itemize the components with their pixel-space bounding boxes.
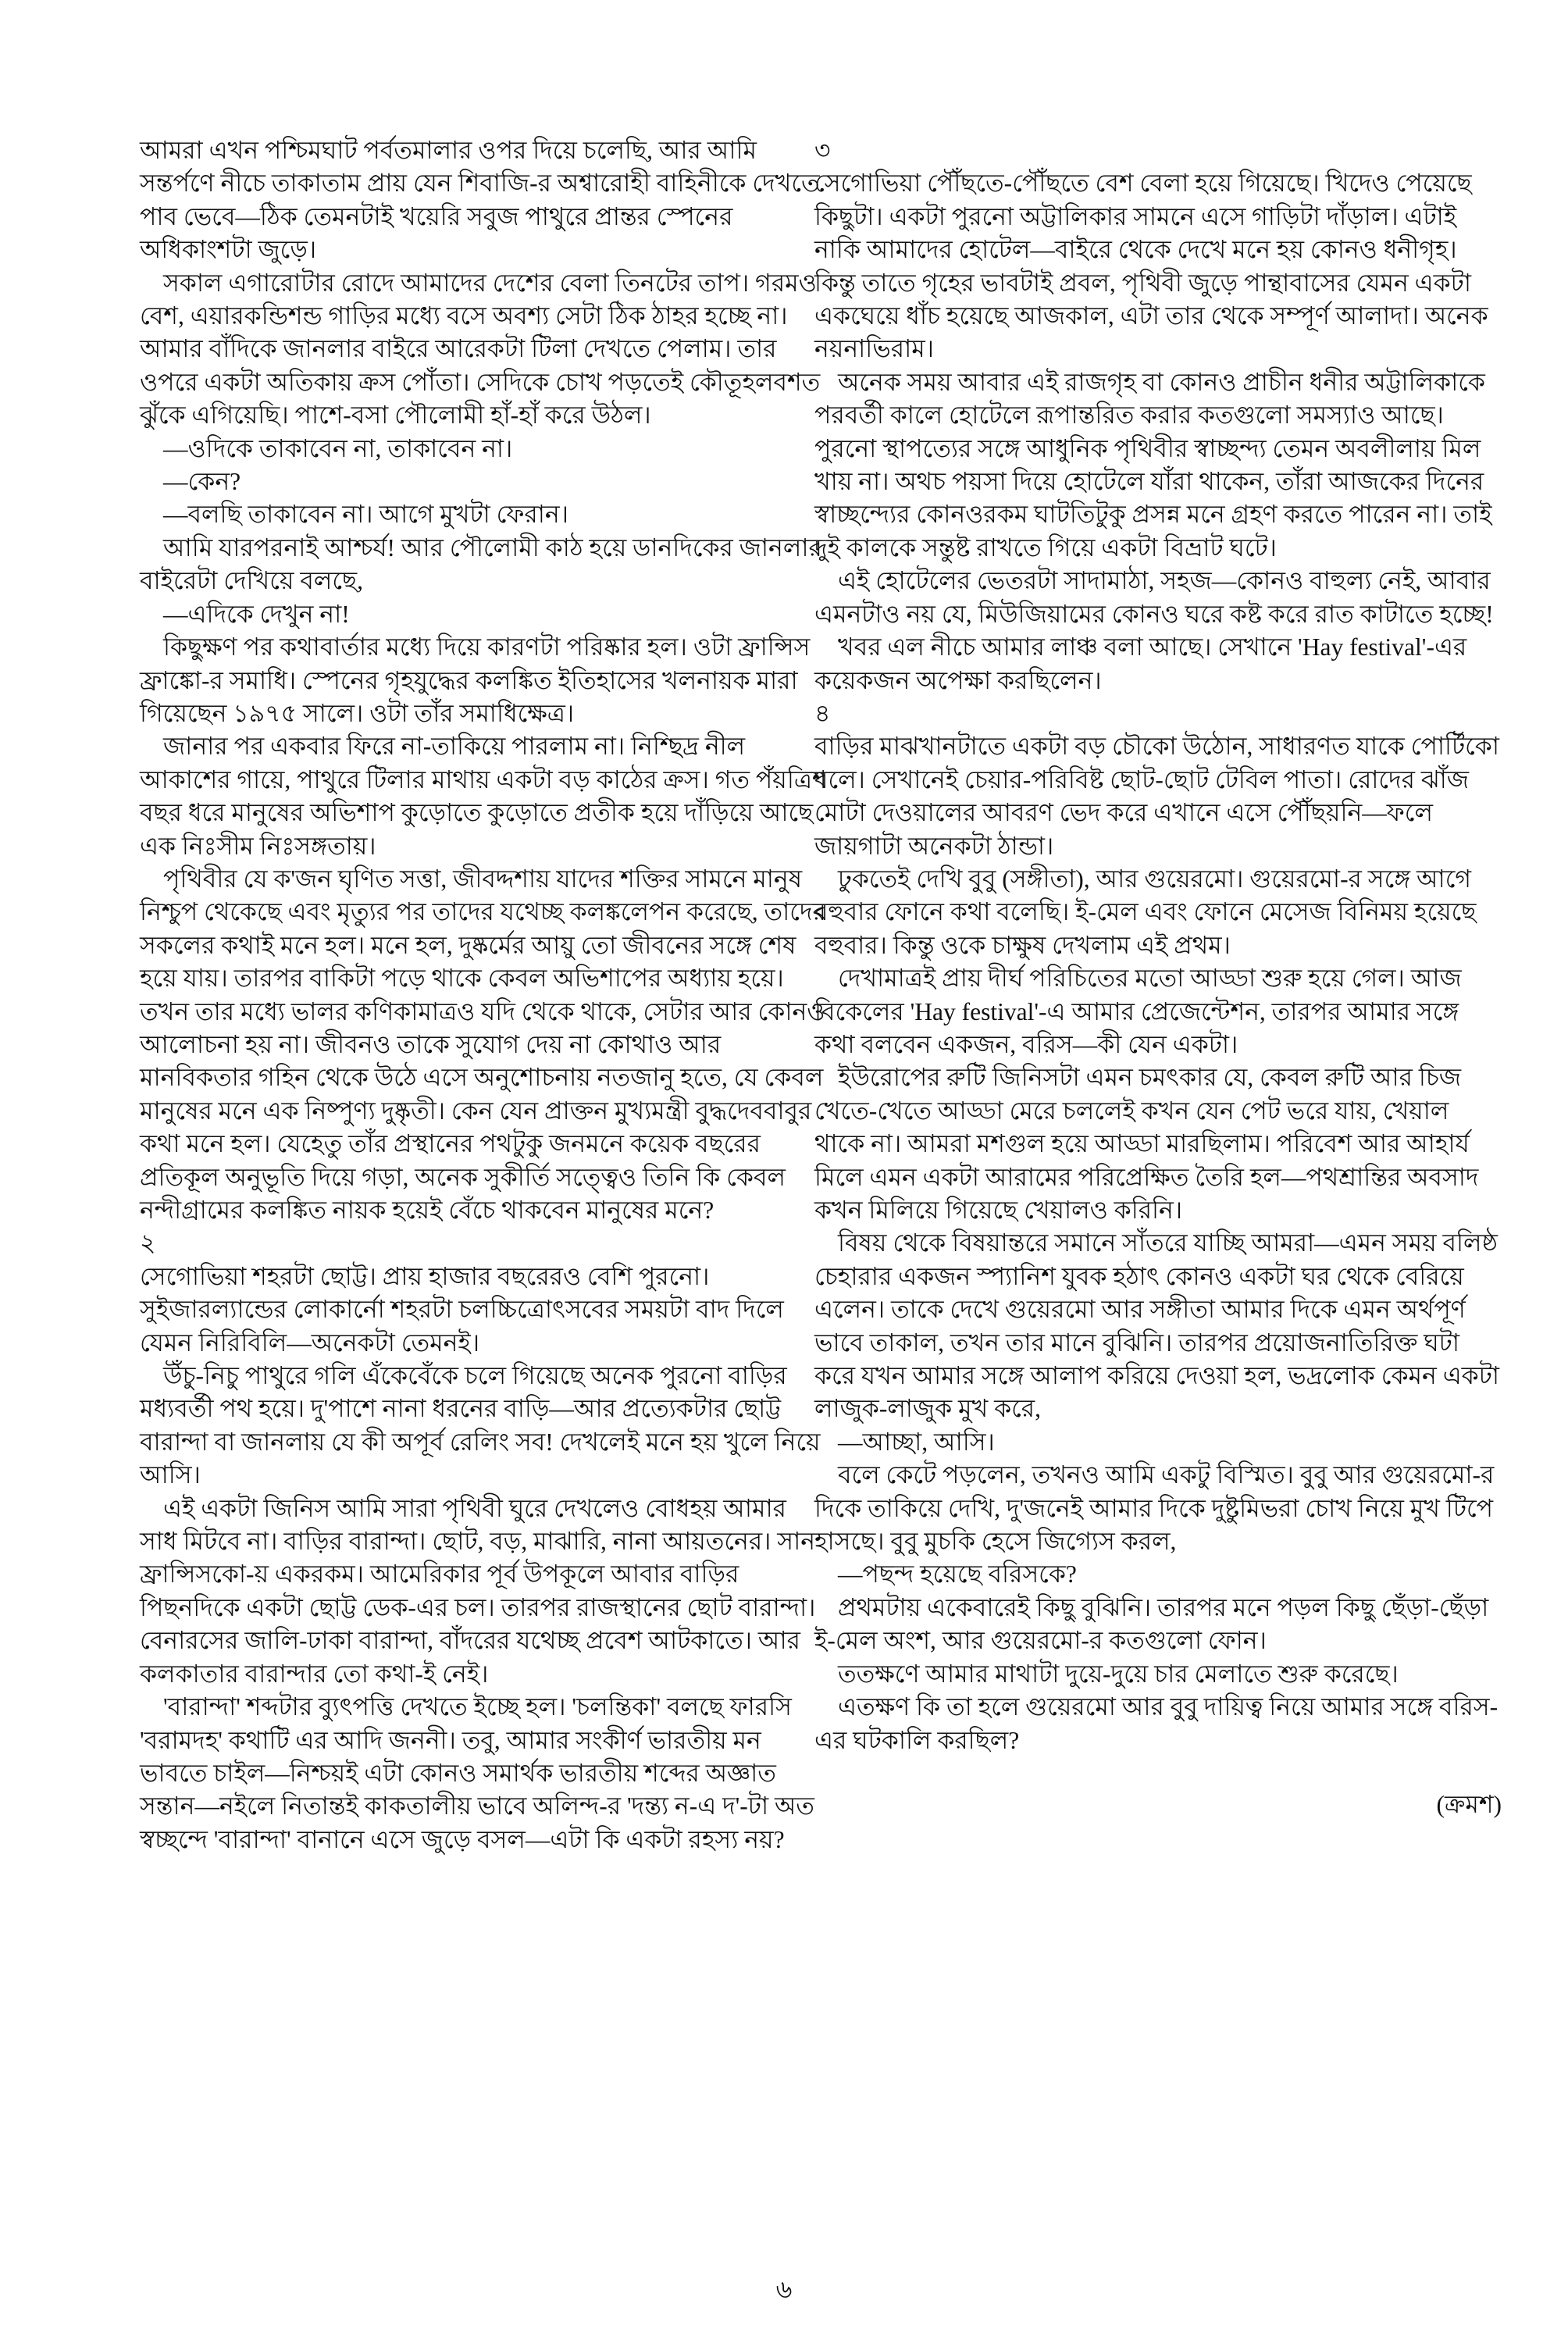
paragraph: আমরা এখন পশ্চিমঘাট পর্বতমালার ওপর দিয়ে চলেছি, আর আমি সন্তর্পণে নীচে তাকাতাম প্রায় যেন শিবাজি-র অশ্বারোহী বাহিনীকে দেখতে পাব ভেবে—ঠিক তেমনটাই খয়েরি সবুজ পাথুরে প্রান্তর স্পেনের অধিকাংশটা জুড়ে। bbox=[140, 137, 820, 264]
paragraph: ৩ bbox=[814, 137, 831, 164]
paragraph: উঁচু-নিচু পাথুরে গলি এঁকেবেঁকে চলে গিয়েছে অনেক পুরনো বাড়ির মধ্যবর্তী পথ হয়ে। দু'পাশে নানা ধরনের বাড়ি—আর প্রত্যেকটার ছোট্ট বারান্দা বা জানলায় যে কী অপূর্ব রেলিং সব! দেখলেই মনে হয় খুলে নিয়ে আসি। bbox=[140, 1362, 821, 1489]
page-number: ৬ bbox=[775, 2275, 793, 2303]
paragraph: এই হোটেলের ভেতরটা সাদামাঠা, সহজ—কোনও বাহুল্য নেই, আবার এমনটাও নয় যে, মিউজিয়ামের কোনও ঘরে কষ্ট করে রাত কাটাতে হচ্ছে! bbox=[814, 567, 1494, 628]
paragraph: —এদিকে দেখুন না! bbox=[163, 600, 350, 628]
paragraph: খবর এল নীচে আমার লাঞ্চ বলা আছে। সেখানে 'Hay festival'-এর কয়েকজন অপেক্ষা করছিলেন। bbox=[814, 633, 1467, 694]
left-column bbox=[140, 134, 827, 1856]
paragraph: ঢুকতেই দেখি বুবু (সঙ্গীতা), আর গুয়েরমো। গুয়েরমো-র সঙ্গে আগে বহুবার ফোনে কথা বলেছি। ই-মেল এবং ফোনে মেসেজ বিনিময় হয়েছে বহুবার। কিন্তু ওকে চাক্ষুষ দেখলাম এই প্রথম। bbox=[814, 865, 1477, 959]
paragraph: ৪ bbox=[814, 699, 831, 727]
right-column bbox=[814, 134, 1502, 1821]
paragraph: বলে কেটে পড়লেন, তখনও আমি একটু বিস্মিত। বুবু আর গুয়েরমো-র দিকে তাকিয়ে দেখি, দু'জনেই আমার দিকে দুষ্টুমিভরা চোখ নিয়ে মুখ টিপে হাসছে। বুবু মুচকি হেসে জিগ্যেস করল, bbox=[814, 1461, 1495, 1556]
paragraph: জানার পর একবার ফিরে না-তাকিয়ে পারলাম না। নিশ্ছিদ্র নীল আকাশের গায়ে, পাথুরে টিলার মাথায় একটা বড় কাঠের ক্রস। গত পঁয়ত্রিশ বছর ধরে মানুষের অভিশাপ কুড়োতে কুড়োতে প্রতীক হয়ে দাঁড়িয়ে আছে এক নিঃসীম নিঃসঙ্গতায়। bbox=[140, 733, 827, 860]
paragraph: —পছন্দ হয়েছে বরিসকে? bbox=[838, 1560, 1077, 1589]
paragraph: —ওদিকে তাকাবেন না, তাকাবেন না। bbox=[163, 434, 513, 462]
paragraph: 'বারান্দা' শব্দটার ব্যুৎপত্তি দেখতে ইচ্ছে হল। 'চলন্তিকা' বলছে ফারসি 'বরামদহ' কথাটি এর আদি জননী। তবু, আমার সংকীর্ণ ভারতীয় মন ভাবতে চাইল—নিশ্চয়ই এটা কোনও সমার্থক ভারতীয় শব্দের অজ্ঞাত সন্তান—নইলে নিতান্তই কাকতালীয় ভাবে অলিন্দ-র 'দন্ত্য ন-এ দ'-টা অত স্বচ্ছন্দে 'বারান্দা' বানানে এসে জুড়ে বসল—এটা কি একটা রহস্য নয়? bbox=[140, 1693, 814, 1853]
paragraph: ২ bbox=[140, 1229, 156, 1257]
paragraph: —আচ্ছা, আসি। bbox=[838, 1428, 995, 1456]
paragraph: অনেক সময় আবার এই রাজগৃহ বা কোনও প্রাচীন ধনীর অট্টালিকাকে পরবর্তী কালে হোটেলে রূপান্তরিত করার কতগুলো সমস্যাও আছে। পুরনো স্থাপত্যের সঙ্গে আধুনিক পৃথিবীর স্বাচ্ছন্দ্য তেমন অবলীলায় মিল খায় না। অথচ পয়সা দিয়ে হোটেলে যাঁরা থাকেন, তাঁরা আজকের দিনের স্বাচ্ছন্দ্যের কোনওরকম ঘাটতিটুকু প্রসন্ন মনে গ্রহণ করতে পারেন না। তাই দুই কালকে সন্তুষ্ট রাখতে গিয়ে একটা বিভ্রাট ঘটে। bbox=[814, 368, 1492, 562]
paragraph: দেখামাত্রই প্রায় দীর্ঘ পরিচিতের মতো আড্ডা শুরু হয়ে গেল। আজ বিকেলের 'Hay festival'-এ আমার প্রেজেন্টেশন, তারপর আমার সঙ্গে কথা বলবেন একজন, বরিস—কী যেন একটা। bbox=[814, 965, 1462, 1058]
paragraph: পৃথিবীর যে ক'জন ঘৃণিত সত্তা, জীবদ্দশায় যাদের শক্তির সামনে মানুষ নিশ্চুপ থেকেছে এবং মৃত্যুর পর তাদের যথেচ্ছ কলঙ্কলেপন করেছে, তাদের সকলের কথাই মনে হল। মনে হল, দুষ্কর্মের আয়ু তো জীবনের সঙ্গে শেষ হয়ে যায়। তারপর বাকিটা পড়ে থাকে কেবল অভিশাপের অধ্যায় হয়ে। তখন তার মধ্যে ভালর কণিকামাত্রও যদি থেকে থাকে, সেটার আর কোনও আলোচনা হয় না। জীবনও তাকে সুযোগ দেয় না কোথাও আর মানবিকতার গহিন থেকে উঠে এসে অনুশোচনায় নতজানু হতে, যে কেবল মানুষের মনে এক নিষ্পুণ্য দুষ্কৃতী। কেন যেন প্রাক্তন মুখ্যমন্ত্রী বুদ্ধদেববাবুর কথা মনে হল। যেহেতু তাঁর প্রস্থানের পথটুকু জনমনে কয়েক বছরের প্রতিকূল অনুভূতি দিয়ে গড়া, অনেক সুকীর্তি সত্ত্বেও তিনি কি কেবল নন্দীগ্রামের কলঙ্কিত নায়ক হয়েই বেঁচে থাকবেন মানুষের মনে? bbox=[140, 865, 826, 1224]
paragraph: ততক্ষণে আমার মাথাটা দুয়ে-দুয়ে চার মেলাতে শুরু করেছে। bbox=[838, 1660, 1399, 1688]
paragraph: এতক্ষণ কি তা হলে গুয়েরমো আর বুবু দায়িত্ব নিয়ে আমার সঙ্গে বরিস-এর ঘটকালি করছিল? bbox=[814, 1693, 1499, 1754]
paragraph: আমি যারপরনাই আশ্চর্য! আর পৌলোমী কাঠ হয়ে ডানদিকের জানলার বাইরেটা দেখিয়ে বলছে, bbox=[140, 533, 822, 595]
continued-note: (ক্রমশ) bbox=[1436, 1790, 1502, 1818]
paragraph: ইউরোপের রুটি জিনিসটা এমন চমৎকার যে, কেবল রুটি আর চিজ খেতে-খেতে আড্ডা মেরে চললেই কখন যেন পেট ভরে যায়, খেয়াল থাকে না। আমরা মশগুল হয়ে আড্ডা মারছিলাম। পরিবেশ আর আহার্য মিলে এমন একটা আরামের পরিপ্রেক্ষিত তৈরি হল—পথশ্রান্তির অবসাদ কখন মিলিয়ে গিয়েছে খেয়ালও করিনি। bbox=[814, 1064, 1479, 1224]
paragraph: কিছুক্ষণ পর কথাবার্তার মধ্যে দিয়ে কারণটা পরিষ্কার হল। ওটা ফ্রান্সিস ফ্রাঙ্কো-র সমাধি। স্পেনের গৃহযুদ্ধের কলঙ্কিত ইতিহাসের খলনায়ক মারা গিয়েছেন ১৯৭৫ সালে। ওটা তাঁর সমাধিক্ষেত্র। bbox=[140, 633, 811, 727]
paragraph: —কেন? bbox=[163, 468, 241, 496]
paragraph: বিষয় থেকে বিষয়ান্তরে সমানে সাঁতরে যাচ্ছি আমরা—এমন সময় বলিষ্ঠ চেহারার একজন স্প্যানিশ যুবক হঠাৎ কোনও একটা ঘর থেকে বেরিয়ে এলেন। তাকে দেখে গুয়েরমো আর সঙ্গীতা আমার দিকে এমন অর্থপূর্ণ ভাবে তাকাল, তখন তার মানে বুঝিনি। তারপর প্রয়োজনাতিরিক্ত ঘটা করে যখন আমার সঙ্গে আলাপ করিয়ে দেওয়া হল, ভদ্রলোক কেমন একটা লাজুক-লাজুক মুখ করে, bbox=[814, 1229, 1499, 1423]
paragraph: এই একটা জিনিস আমি সারা পৃথিবী ঘুরে দেখলেও বোধহয় আমার সাধ মিটবে না। বাড়ির বারান্দা। ছোট, বড়, মাঝারি, নানা আয়তনের। সান ফ্রান্সিসকো-য় একরকম। আমেরিকার পূর্ব উপকূলে আবার বাড়ির পিছনদিকে একটা ছোট্ট ডেক-এর চল। তারপর রাজস্থানের ছোট বারান্দা। বেনারসের জালি-ঢাকা বারান্দা, বাঁদরের যথেচ্ছ প্রবেশ আটকাতে। আর কলকাতার বারান্দার তো কথা-ই নেই। bbox=[140, 1494, 816, 1688]
paragraph: সেগোভিয়া পৌঁছতে-পৌঁছতে বেশ বেলা হয়ে গিয়েছে। খিদেও পেয়েছে কিছুটা। একটা পুরনো অট্টালিকার সামনে এসে গাড়িটা দাঁড়াল। এটাই নাকি আমাদের হোটেল—বাইরে থেকে দেখে মনে হয় কোনও ধনীগৃহ। কিন্তু তাতে গৃহের ভাবটাই প্রবল, পৃথিবী জুড়ে পান্থাবাসের যেমন একটা একঘেয়ে ধাঁচ হয়েছে আজকাল, এটা তার থেকে সম্পূর্ণ আলাদা। অনেক নয়নাভিরাম। bbox=[814, 169, 1488, 363]
paragraph: সকাল এগারোটার রোদে আমাদের দেশের বেলা তিনটের তাপ। গরমও বেশ, এয়ারকন্ডিশন্ড গাড়ির মধ্যে বসে অবশ্য সেটা ঠিক ঠাহর হচ্ছে না। আমার বাঁদিকে জানলার বাইরে আরেকটা টিলা দেখতে পেলাম। তার ওপরে একটা অতিকায় ক্রস পোঁতা। সেদিকে চোখ পড়তেই কৌতূহলবশত ঝুঁকে এগিয়েছি। পাশে-বসা পৌলোমী হাঁ-হাঁ করে উঠল। bbox=[140, 269, 821, 430]
paragraph: —বলছি তাকাবেন না। আগে মুখটা ফেরান। bbox=[163, 501, 568, 529]
paragraph: বাড়ির মাঝখানটাতে একটা বড় চৌকো উঠোন, সাধারণত যাকে পোর্টিকো বলে। সেখানেই চেয়ার-পরিবিষ্ট ছোট-ছোট টেবিল পাতা। রোদের ঝাঁজ মোটা দেওয়ালের আবরণ ভেদ করে এখানে এসে পৌঁছয়নি—ফলে জায়গাটা অনেকটা ঠান্ডা। bbox=[814, 733, 1499, 860]
paragraph: সেগোভিয়া শহরটা ছোট্ট। প্রায় হাজার বছরেরও বেশি পুরনো। সুইজারল্যান্ডের লোকার্নো শহরটা চলচ্চিত্রোৎসবের সময়টা বাদ দিলে যেমন নিরিবিলি—অনেকটা তেমনই। bbox=[140, 1262, 784, 1357]
paragraph: প্রথমটায় একেবারেই কিছু বুঝিনি। তারপর মনে পড়ল কিছু ছেঁড়া-ছেঁড়া ই-মেল অংশ, আর গুয়েরমো-র কতগুলো ফোন। bbox=[814, 1593, 1489, 1655]
